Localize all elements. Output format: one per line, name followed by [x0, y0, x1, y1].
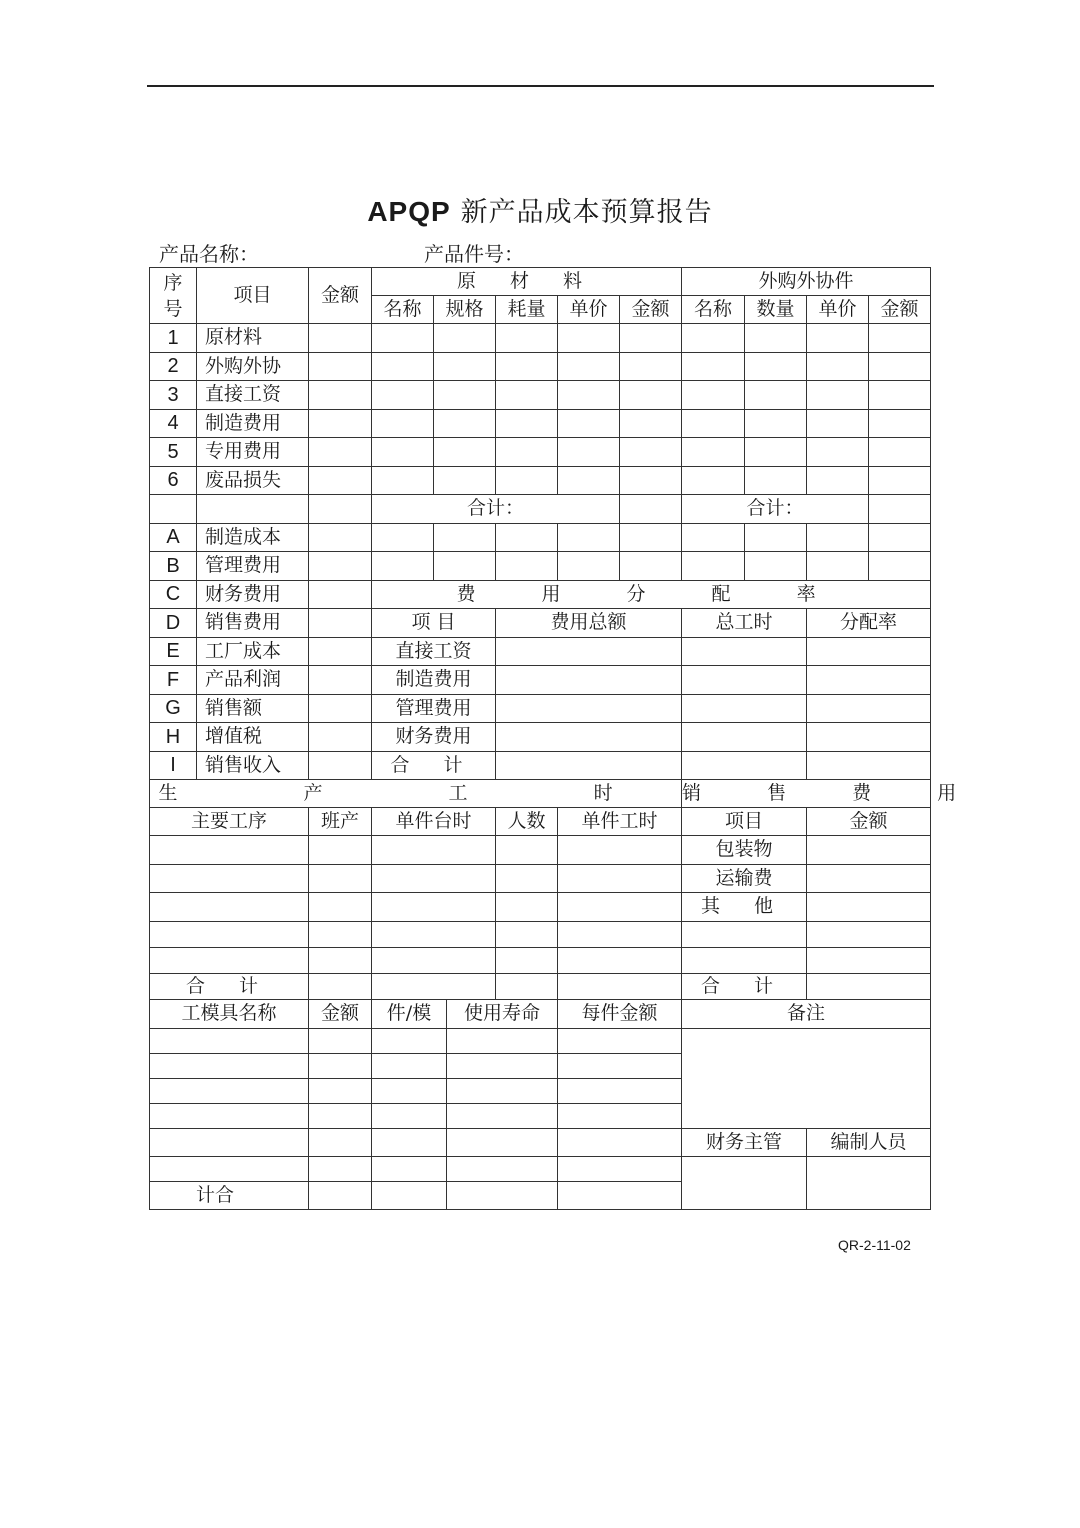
- cell[interactable]: [496, 973, 558, 999]
- row-serial: B: [150, 552, 197, 581]
- sales-expense-title: 销 售 费 用: [682, 780, 931, 808]
- cell[interactable]: [558, 1053, 682, 1078]
- amount-cell[interactable]: [309, 751, 372, 780]
- row-item: 工厂成本: [197, 637, 309, 666]
- tool-name-cell[interactable]: [150, 1078, 309, 1103]
- row-item: 财务费用: [197, 580, 309, 609]
- header-purchased-amount: 金额: [869, 296, 931, 324]
- subtotal-raw-label: 合计：: [372, 495, 620, 524]
- header-serial: 序号: [150, 268, 197, 324]
- cell[interactable]: [309, 921, 372, 947]
- cell[interactable]: [620, 352, 682, 381]
- tooling-header-per-piece: 每件金额: [558, 999, 682, 1028]
- form-code: QR-2-11-02: [838, 1237, 911, 1253]
- cell[interactable]: [309, 836, 372, 865]
- row-serial: 3: [150, 381, 197, 410]
- cell[interactable]: [372, 1053, 447, 1078]
- allocation-item: 制造费用: [372, 666, 496, 695]
- cell[interactable]: [807, 552, 869, 581]
- cell[interactable]: [496, 324, 558, 353]
- row-serial: 1: [150, 324, 197, 353]
- cell[interactable]: [807, 751, 931, 780]
- cell[interactable]: [372, 381, 434, 410]
- tool-name-cell[interactable]: [150, 1156, 309, 1181]
- row-item: 制造费用: [197, 409, 309, 438]
- cell[interactable]: [682, 552, 745, 581]
- cell[interactable]: [372, 1103, 447, 1128]
- tooling-header-life: 使用寿命: [447, 999, 558, 1028]
- cell[interactable]: [807, 864, 931, 893]
- part-number-label: 产品件号：: [424, 242, 524, 266]
- amount-cell[interactable]: [309, 637, 372, 666]
- cell[interactable]: [309, 973, 372, 999]
- row-item: 废品损失: [197, 466, 309, 495]
- cell[interactable]: [309, 1128, 372, 1156]
- cell[interactable]: [558, 466, 620, 495]
- header-purchased-parts: 外购外协件: [682, 268, 931, 296]
- amount-cell[interactable]: [309, 694, 372, 723]
- tool-name-cell[interactable]: [150, 1103, 309, 1128]
- cell[interactable]: [807, 694, 931, 723]
- header-raw-spec: 规格: [434, 296, 496, 324]
- cell[interactable]: [558, 523, 620, 552]
- cell[interactable]: [434, 552, 496, 581]
- cell[interactable]: [496, 723, 682, 752]
- row-serial: 5: [150, 438, 197, 467]
- amount-cell[interactable]: [309, 324, 372, 353]
- cell[interactable]: [496, 751, 682, 780]
- cell[interactable]: [807, 324, 869, 353]
- cell[interactable]: [372, 1128, 447, 1156]
- process-cell[interactable]: [150, 893, 309, 922]
- header-purchased-name: 名称: [682, 296, 745, 324]
- amount-cell[interactable]: [309, 495, 372, 524]
- tooling-total-label: 计合: [150, 1181, 309, 1209]
- cell[interactable]: [447, 1128, 558, 1156]
- process-cell[interactable]: [150, 836, 309, 865]
- row-item: 原材料: [197, 324, 309, 353]
- cell[interactable]: [682, 466, 745, 495]
- remarks-header: 备注: [682, 999, 931, 1028]
- cell[interactable]: [372, 893, 496, 922]
- amount-cell[interactable]: [309, 580, 372, 609]
- cell[interactable]: [558, 1078, 682, 1103]
- cell[interactable]: [434, 466, 496, 495]
- cell[interactable]: [496, 947, 558, 973]
- amount-cell[interactable]: [309, 552, 372, 581]
- cell[interactable]: [558, 438, 620, 467]
- cell[interactable]: [558, 864, 682, 893]
- cell[interactable]: [372, 1078, 447, 1103]
- cell[interactable]: [745, 552, 807, 581]
- cell[interactable]: [447, 1103, 558, 1128]
- cell[interactable]: [869, 438, 931, 467]
- subtotal-purchased-label: 合计：: [682, 495, 869, 524]
- row-serial: E: [150, 637, 197, 666]
- header-raw-unit-price: 单价: [558, 296, 620, 324]
- cell[interactable]: [309, 1028, 372, 1053]
- header-raw-amount: 金额: [620, 296, 682, 324]
- cell[interactable]: [372, 973, 496, 999]
- cell[interactable]: [309, 1181, 372, 1209]
- production-total-label: 合 计: [150, 973, 309, 999]
- cell[interactable]: [558, 921, 682, 947]
- product-name-label: 产品名称：: [159, 242, 259, 266]
- cell[interactable]: [434, 409, 496, 438]
- tooling-header-name: 工模具名称: [150, 999, 309, 1028]
- cell[interactable]: [447, 1156, 558, 1181]
- sales-item: 包装物: [682, 836, 807, 865]
- cell[interactable]: [807, 523, 869, 552]
- allocation-header-item: 项 目: [372, 609, 496, 638]
- cell[interactable]: [869, 381, 931, 410]
- cell: [150, 495, 197, 524]
- cell[interactable]: [807, 947, 931, 973]
- cell[interactable]: [869, 523, 931, 552]
- cell[interactable]: [869, 409, 931, 438]
- amount-cell[interactable]: [309, 409, 372, 438]
- cell[interactable]: [434, 381, 496, 410]
- cell[interactable]: [682, 637, 807, 666]
- cell[interactable]: [309, 893, 372, 922]
- sales-item: 运输费: [682, 864, 807, 893]
- cell[interactable]: [434, 523, 496, 552]
- amount-cell[interactable]: [309, 609, 372, 638]
- cell[interactable]: [807, 409, 869, 438]
- cell[interactable]: [558, 381, 620, 410]
- process-cell[interactable]: [150, 921, 309, 947]
- amount-cell[interactable]: [309, 352, 372, 381]
- process-cell[interactable]: [150, 947, 309, 973]
- cell[interactable]: [447, 1078, 558, 1103]
- row-item: 直接工资: [197, 381, 309, 410]
- cell[interactable]: [807, 637, 931, 666]
- cell[interactable]: [496, 921, 558, 947]
- cell[interactable]: [372, 352, 434, 381]
- cost-budget-table: [149, 267, 987, 1210]
- cell[interactable]: [309, 947, 372, 973]
- finance-manager-signature[interactable]: [682, 1156, 807, 1209]
- row-serial: I: [150, 751, 197, 780]
- cell[interactable]: [434, 438, 496, 467]
- cell: [197, 495, 309, 524]
- cell[interactable]: [807, 836, 931, 865]
- page-title: [0, 190, 1080, 229]
- row-serial: G: [150, 694, 197, 723]
- header-item: 项目: [197, 268, 309, 324]
- production-header-shift: 班产: [309, 808, 372, 836]
- allocation-header-hours: 总工时: [682, 609, 807, 638]
- cell[interactable]: [372, 438, 434, 467]
- cell[interactable]: [372, 921, 496, 947]
- row-item: 销售收入: [197, 751, 309, 780]
- cell[interactable]: [682, 523, 745, 552]
- cell[interactable]: [807, 352, 869, 381]
- cell[interactable]: [682, 723, 807, 752]
- row-item: 管理费用: [197, 552, 309, 581]
- cell[interactable]: [309, 1078, 372, 1103]
- cell[interactable]: [558, 1156, 682, 1181]
- cell[interactable]: [620, 438, 682, 467]
- cell[interactable]: [682, 666, 807, 695]
- cell[interactable]: [372, 1028, 447, 1053]
- cell[interactable]: [869, 352, 931, 381]
- cell[interactable]: [745, 466, 807, 495]
- sales-header-amount: 金额: [807, 808, 931, 836]
- title-text: 新产品成本预算报告: [460, 197, 713, 228]
- sales-total-label: 合 计: [682, 973, 807, 999]
- row-serial: 6: [150, 466, 197, 495]
- tool-name-cell[interactable]: [150, 1128, 309, 1156]
- amount-cell[interactable]: [309, 723, 372, 752]
- row-serial: C: [150, 580, 197, 609]
- cell[interactable]: [558, 409, 620, 438]
- row-serial: F: [150, 666, 197, 695]
- cell[interactable]: [869, 552, 931, 581]
- cell[interactable]: [682, 352, 745, 381]
- cell[interactable]: [558, 1181, 682, 1209]
- row-serial: 4: [150, 409, 197, 438]
- cell[interactable]: [309, 1103, 372, 1128]
- cell[interactable]: [620, 523, 682, 552]
- cell[interactable]: [309, 1053, 372, 1078]
- allocation-item: 财务费用: [372, 723, 496, 752]
- header-amount: 金额: [309, 268, 372, 324]
- cell[interactable]: [558, 1028, 682, 1053]
- cell[interactable]: [309, 864, 372, 893]
- row-serial: A: [150, 523, 197, 552]
- cell[interactable]: [682, 324, 745, 353]
- cell[interactable]: [372, 523, 434, 552]
- remarks-area[interactable]: [682, 1028, 931, 1128]
- tool-name-cell[interactable]: [150, 1053, 309, 1078]
- cell[interactable]: [620, 409, 682, 438]
- subtotal-raw-amount[interactable]: [620, 495, 682, 524]
- cell[interactable]: [309, 1156, 372, 1181]
- row-item: 外购外协: [197, 352, 309, 381]
- prepared-by-signature[interactable]: [807, 1156, 931, 1209]
- header-purchased-unit-price: 单价: [807, 296, 869, 324]
- cell[interactable]: [496, 381, 558, 410]
- cell[interactable]: [807, 893, 931, 922]
- cell[interactable]: [496, 552, 558, 581]
- allocation-header-rate: 分配率: [807, 609, 931, 638]
- cell[interactable]: [558, 947, 682, 973]
- cell[interactable]: [807, 381, 869, 410]
- cell[interactable]: [807, 438, 869, 467]
- sales-header-item: 项目: [682, 808, 807, 836]
- cell[interactable]: [558, 1128, 682, 1156]
- cell[interactable]: [447, 1053, 558, 1078]
- cell[interactable]: [372, 1156, 447, 1181]
- sales-total-amount[interactable]: [807, 973, 931, 999]
- cell[interactable]: [558, 893, 682, 922]
- amount-cell[interactable]: [309, 381, 372, 410]
- header-raw-usage: 耗量: [496, 296, 558, 324]
- cell[interactable]: [620, 552, 682, 581]
- cell[interactable]: [496, 864, 558, 893]
- allocation-header-total: 费用总额: [496, 609, 682, 638]
- cell[interactable]: [682, 438, 745, 467]
- cell[interactable]: [372, 466, 434, 495]
- cell[interactable]: [372, 1181, 447, 1209]
- cell[interactable]: [372, 836, 496, 865]
- tool-name-cell[interactable]: [150, 1028, 309, 1053]
- amount-cell[interactable]: [309, 666, 372, 695]
- cell[interactable]: [682, 409, 745, 438]
- cell[interactable]: [496, 694, 682, 723]
- cell[interactable]: [807, 666, 931, 695]
- cell[interactable]: [558, 552, 620, 581]
- cell[interactable]: [807, 723, 931, 752]
- header-raw-name: 名称: [372, 296, 434, 324]
- production-hours-title: 生 产 工 时: [150, 780, 682, 808]
- cell[interactable]: [620, 466, 682, 495]
- amount-cell[interactable]: [309, 523, 372, 552]
- process-cell[interactable]: [150, 864, 309, 893]
- cell[interactable]: [745, 381, 807, 410]
- cell[interactable]: [447, 1181, 558, 1209]
- cell[interactable]: [682, 947, 807, 973]
- production-header-process: 主要工序: [150, 808, 309, 836]
- cell[interactable]: [620, 381, 682, 410]
- production-header-workers: 人数: [496, 808, 558, 836]
- row-item: 销售费用: [197, 609, 309, 638]
- top-rule: [147, 85, 934, 87]
- cell[interactable]: [372, 864, 496, 893]
- cell[interactable]: [558, 324, 620, 353]
- tooling-header-per-mold: 件/模: [372, 999, 447, 1028]
- cell[interactable]: [558, 836, 682, 865]
- prepared-by-label: 编制人员: [807, 1128, 931, 1156]
- cell[interactable]: [496, 466, 558, 495]
- row-item: 销售额: [197, 694, 309, 723]
- row-serial: 2: [150, 352, 197, 381]
- allocation-total-label: 合 计: [372, 751, 496, 780]
- cell[interactable]: [682, 751, 807, 780]
- cell[interactable]: [496, 666, 682, 695]
- title-code: APQP: [367, 196, 451, 227]
- cell[interactable]: [372, 552, 434, 581]
- production-header-machine-hours: 单件台时: [372, 808, 496, 836]
- cell[interactable]: [745, 352, 807, 381]
- row-serial: H: [150, 723, 197, 752]
- cell[interactable]: [372, 409, 434, 438]
- row-item: 增值税: [197, 723, 309, 752]
- row-item: 产品利润: [197, 666, 309, 695]
- cell[interactable]: [496, 523, 558, 552]
- cell[interactable]: [745, 523, 807, 552]
- allocation-title: 费 用 分 配 率: [372, 580, 931, 609]
- amount-cell[interactable]: [309, 438, 372, 467]
- cell[interactable]: [745, 409, 807, 438]
- finance-manager-label: 财务主管: [682, 1128, 807, 1156]
- amount-cell[interactable]: [309, 466, 372, 495]
- cell[interactable]: [745, 324, 807, 353]
- cell[interactable]: [807, 466, 869, 495]
- cell[interactable]: [682, 381, 745, 410]
- allocation-item: 管理费用: [372, 694, 496, 723]
- cell[interactable]: [496, 409, 558, 438]
- cell[interactable]: [496, 438, 558, 467]
- cell[interactable]: [558, 973, 682, 999]
- row-serial: D: [150, 609, 197, 638]
- cell[interactable]: [682, 921, 807, 947]
- cell[interactable]: [372, 324, 434, 353]
- subtotal-purchased-amount[interactable]: [869, 495, 931, 524]
- cell[interactable]: [372, 947, 496, 973]
- cell[interactable]: [496, 352, 558, 381]
- cell[interactable]: [496, 637, 682, 666]
- header-raw-materials: 原 材 料: [372, 268, 682, 296]
- cell[interactable]: [434, 324, 496, 353]
- cell[interactable]: [745, 438, 807, 467]
- header-purchased-qty: 数量: [745, 296, 807, 324]
- row-item: 专用费用: [197, 438, 309, 467]
- production-header-unit-hours: 单件工时: [558, 808, 682, 836]
- cell[interactable]: [434, 352, 496, 381]
- cell[interactable]: [558, 1103, 682, 1128]
- cell[interactable]: [807, 921, 931, 947]
- cell[interactable]: [496, 893, 558, 922]
- tooling-header-amount: 金额: [309, 999, 372, 1028]
- cell[interactable]: [496, 836, 558, 865]
- sales-item: 其 他: [682, 893, 807, 922]
- cell[interactable]: [620, 324, 682, 353]
- cell[interactable]: [869, 466, 931, 495]
- cell[interactable]: [869, 324, 931, 353]
- cell[interactable]: [447, 1028, 558, 1053]
- row-item: 制造成本: [197, 523, 309, 552]
- allocation-item: 直接工资: [372, 637, 496, 666]
- cell[interactable]: [682, 694, 807, 723]
- cell[interactable]: [558, 352, 620, 381]
